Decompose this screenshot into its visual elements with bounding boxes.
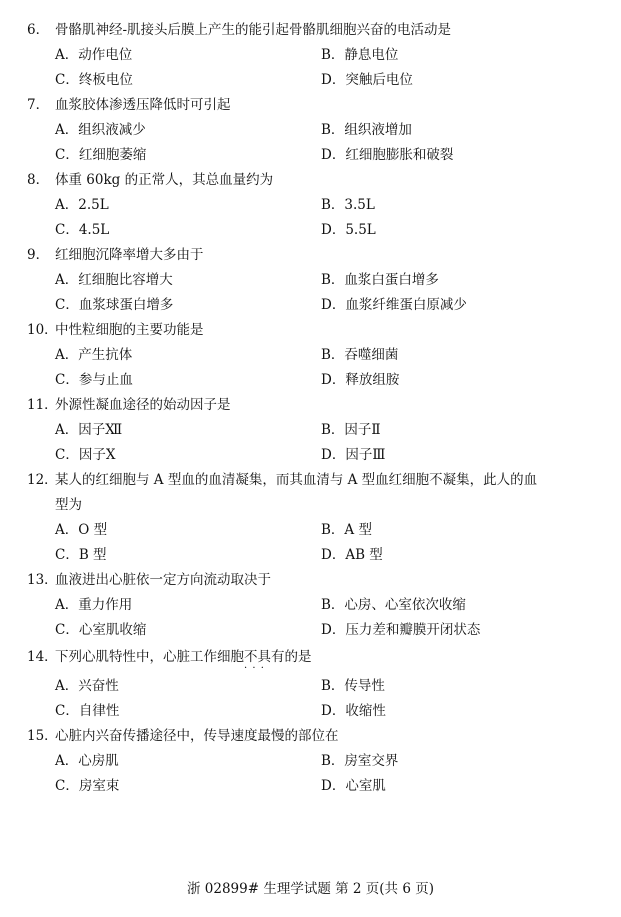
option-b: B．房室交界 (321, 753, 399, 769)
page-footer: 浙 02899# 生理学试题 第 2 页(共 6 页) (186, 881, 434, 897)
question-11 (27, 396, 231, 414)
option-c: C．血浆球蛋白增多 (55, 297, 174, 313)
option-b: B．心房、心室依次收缩 (321, 597, 466, 613)
option-c: C．B 型 (55, 547, 107, 563)
option-d: D．压力差和瓣膜开闭状态 (321, 622, 481, 638)
option-c: C．4.5L (55, 222, 110, 238)
question-number: 10． (27, 322, 58, 338)
option-c: C．因子Ⅹ (55, 447, 116, 463)
question-text: 血液进出心脏依一定方向流动取决于 (55, 572, 271, 588)
question-text-post: 的是 (284, 649, 312, 665)
question-number: 13． (27, 572, 58, 588)
option-a: A．兴奋性 (55, 678, 119, 694)
question-9 (27, 246, 204, 264)
question-text: 心脏内兴奋传播途径中，传导速度最慢的部位在 (55, 728, 339, 744)
option-b: B．组织液增加 (321, 122, 412, 138)
option-b: B．因子Ⅱ (321, 422, 381, 438)
option-d: D．红细胞膨胀和破裂 (321, 147, 454, 163)
option-a: A．2.5L (55, 197, 109, 213)
option-c: C．房室束 (55, 778, 120, 794)
option-d: D．因子Ⅲ (321, 447, 386, 463)
option-d: D．释放组胺 (321, 372, 400, 388)
question-7 (27, 96, 231, 114)
option-b: B．A 型 (321, 522, 372, 538)
question-14 (27, 648, 312, 666)
option-b: B．血浆白蛋白增多 (321, 272, 439, 288)
question-number: 12． (27, 472, 58, 488)
question-15 (27, 727, 339, 745)
option-d: D．突触后电位 (321, 72, 413, 88)
option-c: C．终板电位 (55, 72, 133, 88)
question-number: 15． (27, 728, 58, 744)
option-b: B．静息电位 (321, 47, 399, 63)
question-number: 6． (27, 22, 50, 38)
option-c: C．心室肌收缩 (55, 622, 147, 638)
option-d: D．收缩性 (321, 703, 386, 719)
option-c: C．红细胞萎缩 (55, 147, 147, 163)
question-text: 红细胞沉降率增大多由于 (55, 247, 204, 263)
question-number: 9． (27, 247, 50, 263)
question-text (55, 648, 312, 666)
option-a: A．心房肌 (55, 753, 119, 769)
question-10 (27, 321, 204, 339)
question-13 (27, 571, 271, 589)
question-text: 外源性凝血途径的始动因子是 (55, 397, 231, 413)
option-d: D．心室肌 (321, 778, 386, 794)
question-8 (27, 171, 273, 189)
emphasis-dots-text: 不具有 · · · (244, 649, 285, 665)
option-a: A．产生抗体 (55, 347, 133, 363)
option-c: C．参与止血 (55, 372, 133, 388)
question-number: 7． (27, 97, 50, 113)
question-number: 14． (27, 649, 58, 665)
option-d: D．血浆纤维蛋白原减少 (321, 297, 467, 313)
question-text-continued: 型为 (55, 497, 82, 513)
question-text: 中性粒细胞的主要功能是 (55, 322, 204, 338)
option-a: A．组织液减少 (55, 122, 146, 138)
question-number: 11． (27, 397, 58, 413)
question-12 (27, 471, 537, 489)
question-text: 骨骼肌神经-肌接头后膜上产生的能引起骨骼肌细胞兴奋的电活动是 (55, 22, 452, 38)
option-a: A．重力作用 (55, 597, 133, 613)
question-number: 8． (27, 172, 50, 188)
question-text: 某人的红细胞与 A 型血的血清凝集，而其血清与 A 型血红细胞不凝集，此人的血 (55, 472, 538, 488)
option-a: A．O 型 (55, 522, 108, 538)
option-c: C．自律性 (55, 703, 120, 719)
option-b: B．传导性 (321, 678, 385, 694)
question-6 (27, 21, 451, 39)
option-d: D．5.5L (321, 222, 376, 238)
option-a: A．红细胞比容增大 (55, 272, 173, 288)
question-text: 血浆胶体渗透压降低时可引起 (55, 97, 231, 113)
option-b: B．吞噬细菌 (321, 347, 399, 363)
option-a: A．动作电位 (55, 47, 133, 63)
question-text: 体重 60kg 的正常人，其总血量约为 (55, 172, 274, 188)
question-text-pre: 下列心肌特性中，心脏工作细胞 (55, 649, 244, 665)
option-d: D．AB 型 (321, 547, 383, 563)
option-a: A．因子Ⅻ (55, 422, 123, 438)
option-b: B．3.5L (321, 197, 375, 213)
